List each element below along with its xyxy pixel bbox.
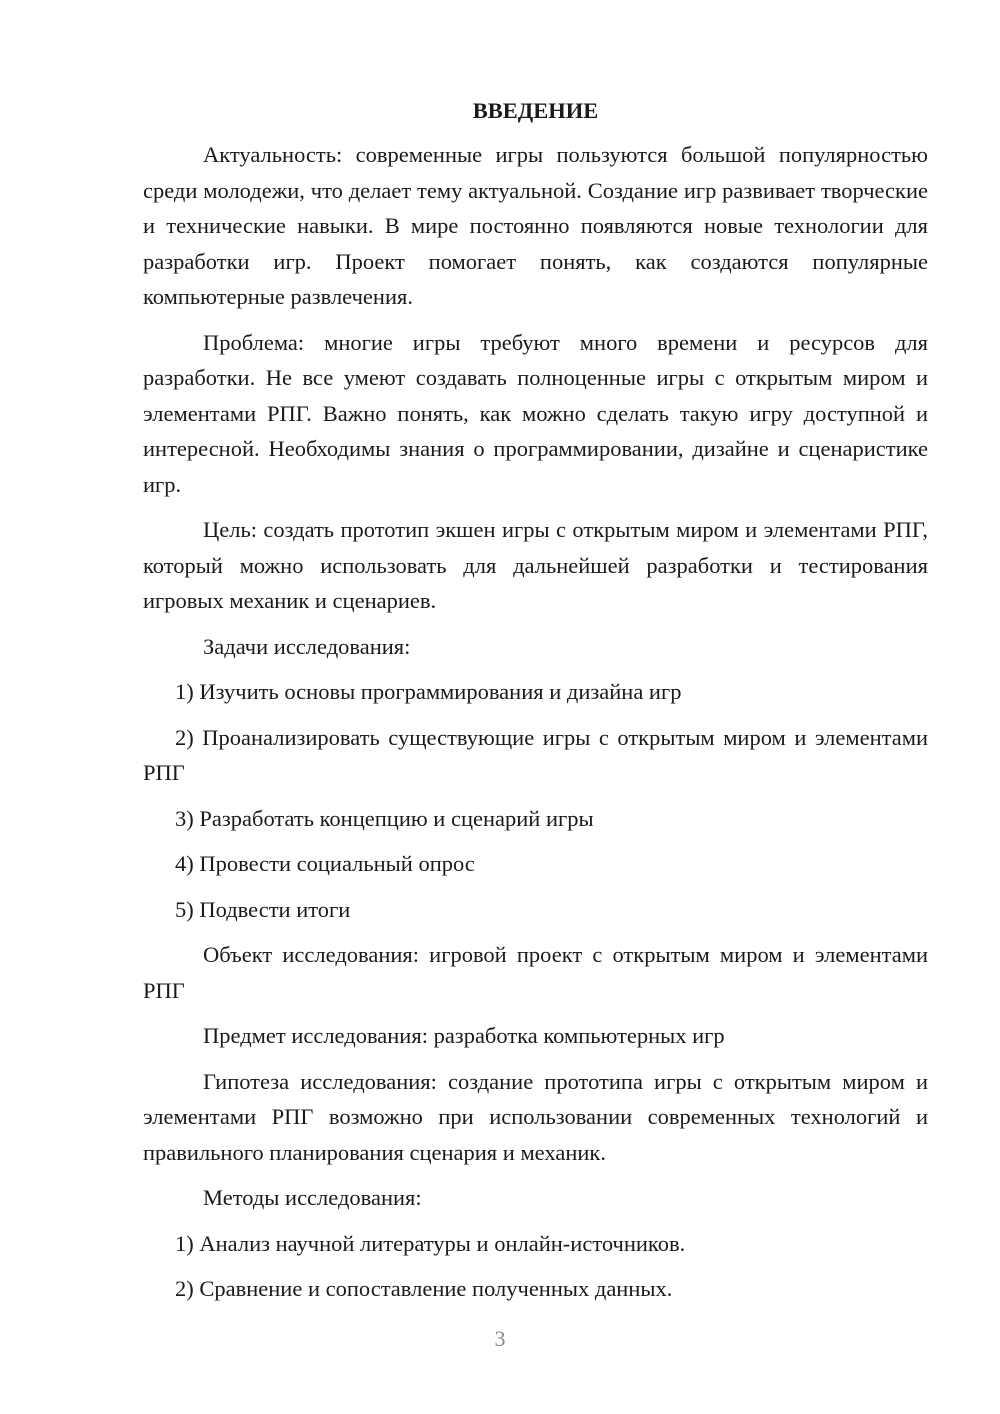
task-item-5: 5) Подвести итоги [175, 896, 351, 922]
task-item-2: 2) Проанализировать существующие игры с открытым миром и элементами РПГ [143, 724, 928, 785]
task-item-1: 1) Изучить основы программирования и дизайна игр [175, 679, 682, 704]
subject-paragraph: Предмет исследования: разработка компьютерных игр [203, 1023, 725, 1048]
methods-title: Методы исследования: [203, 1185, 422, 1210]
method-item-1: 1) Анализ научной литературы и онлайн-источников. [175, 1230, 686, 1256]
page-title: ВВЕДЕНИЕ [472, 98, 599, 123]
page-number: 3 [494, 1326, 506, 1351]
task-item-3: 3) Разработать концепцию и сценарий игры [175, 805, 594, 831]
relevance-paragraph: Актуальность: современные игры пользуются большой популярностью среди молодежи, что делает тему актуальной. Создание игр развивает творческие и технические навыки. В мире постоянно появляются новые технологии для разработки игр. Проект помогает понять, как создаются популярные компьютерные развлечения. [143, 142, 928, 309]
object-paragraph: Объект исследования: игровой проект с открытым миром и элементами РПГ [143, 942, 928, 1003]
tasks-title: Задачи исследования: [203, 633, 411, 659]
document-page [143, 93, 928, 1317]
goal-paragraph: Цель: создать прототип экшен игры с открытым миром и элементами РПГ, который можно использовать для дальнейшей разработки и тестирования игровых механик и сценариев. [143, 517, 928, 613]
problem-paragraph: Проблема: многие игры требуют много времени и ресурсов для разработки. Не все умеют создавать полноценные игры с открытым миром и элементами РПГ. Важно понять, как можно сделать такую игру доступной и интересной. Необходимы знания о программировании, дизайне и сценаристике игр. [143, 329, 928, 497]
hypothesis-paragraph: Гипотеза исследования: создание прототипа игры с открытым миром и элементами РПГ возможно при использовании современных технологий и правильного планирования сценария и механик. [143, 1068, 928, 1165]
task-item-4: 4) Провести социальный опрос [175, 851, 475, 876]
method-item-2: 2) Сравнение и сопоставление полученных данных. [175, 1276, 673, 1301]
